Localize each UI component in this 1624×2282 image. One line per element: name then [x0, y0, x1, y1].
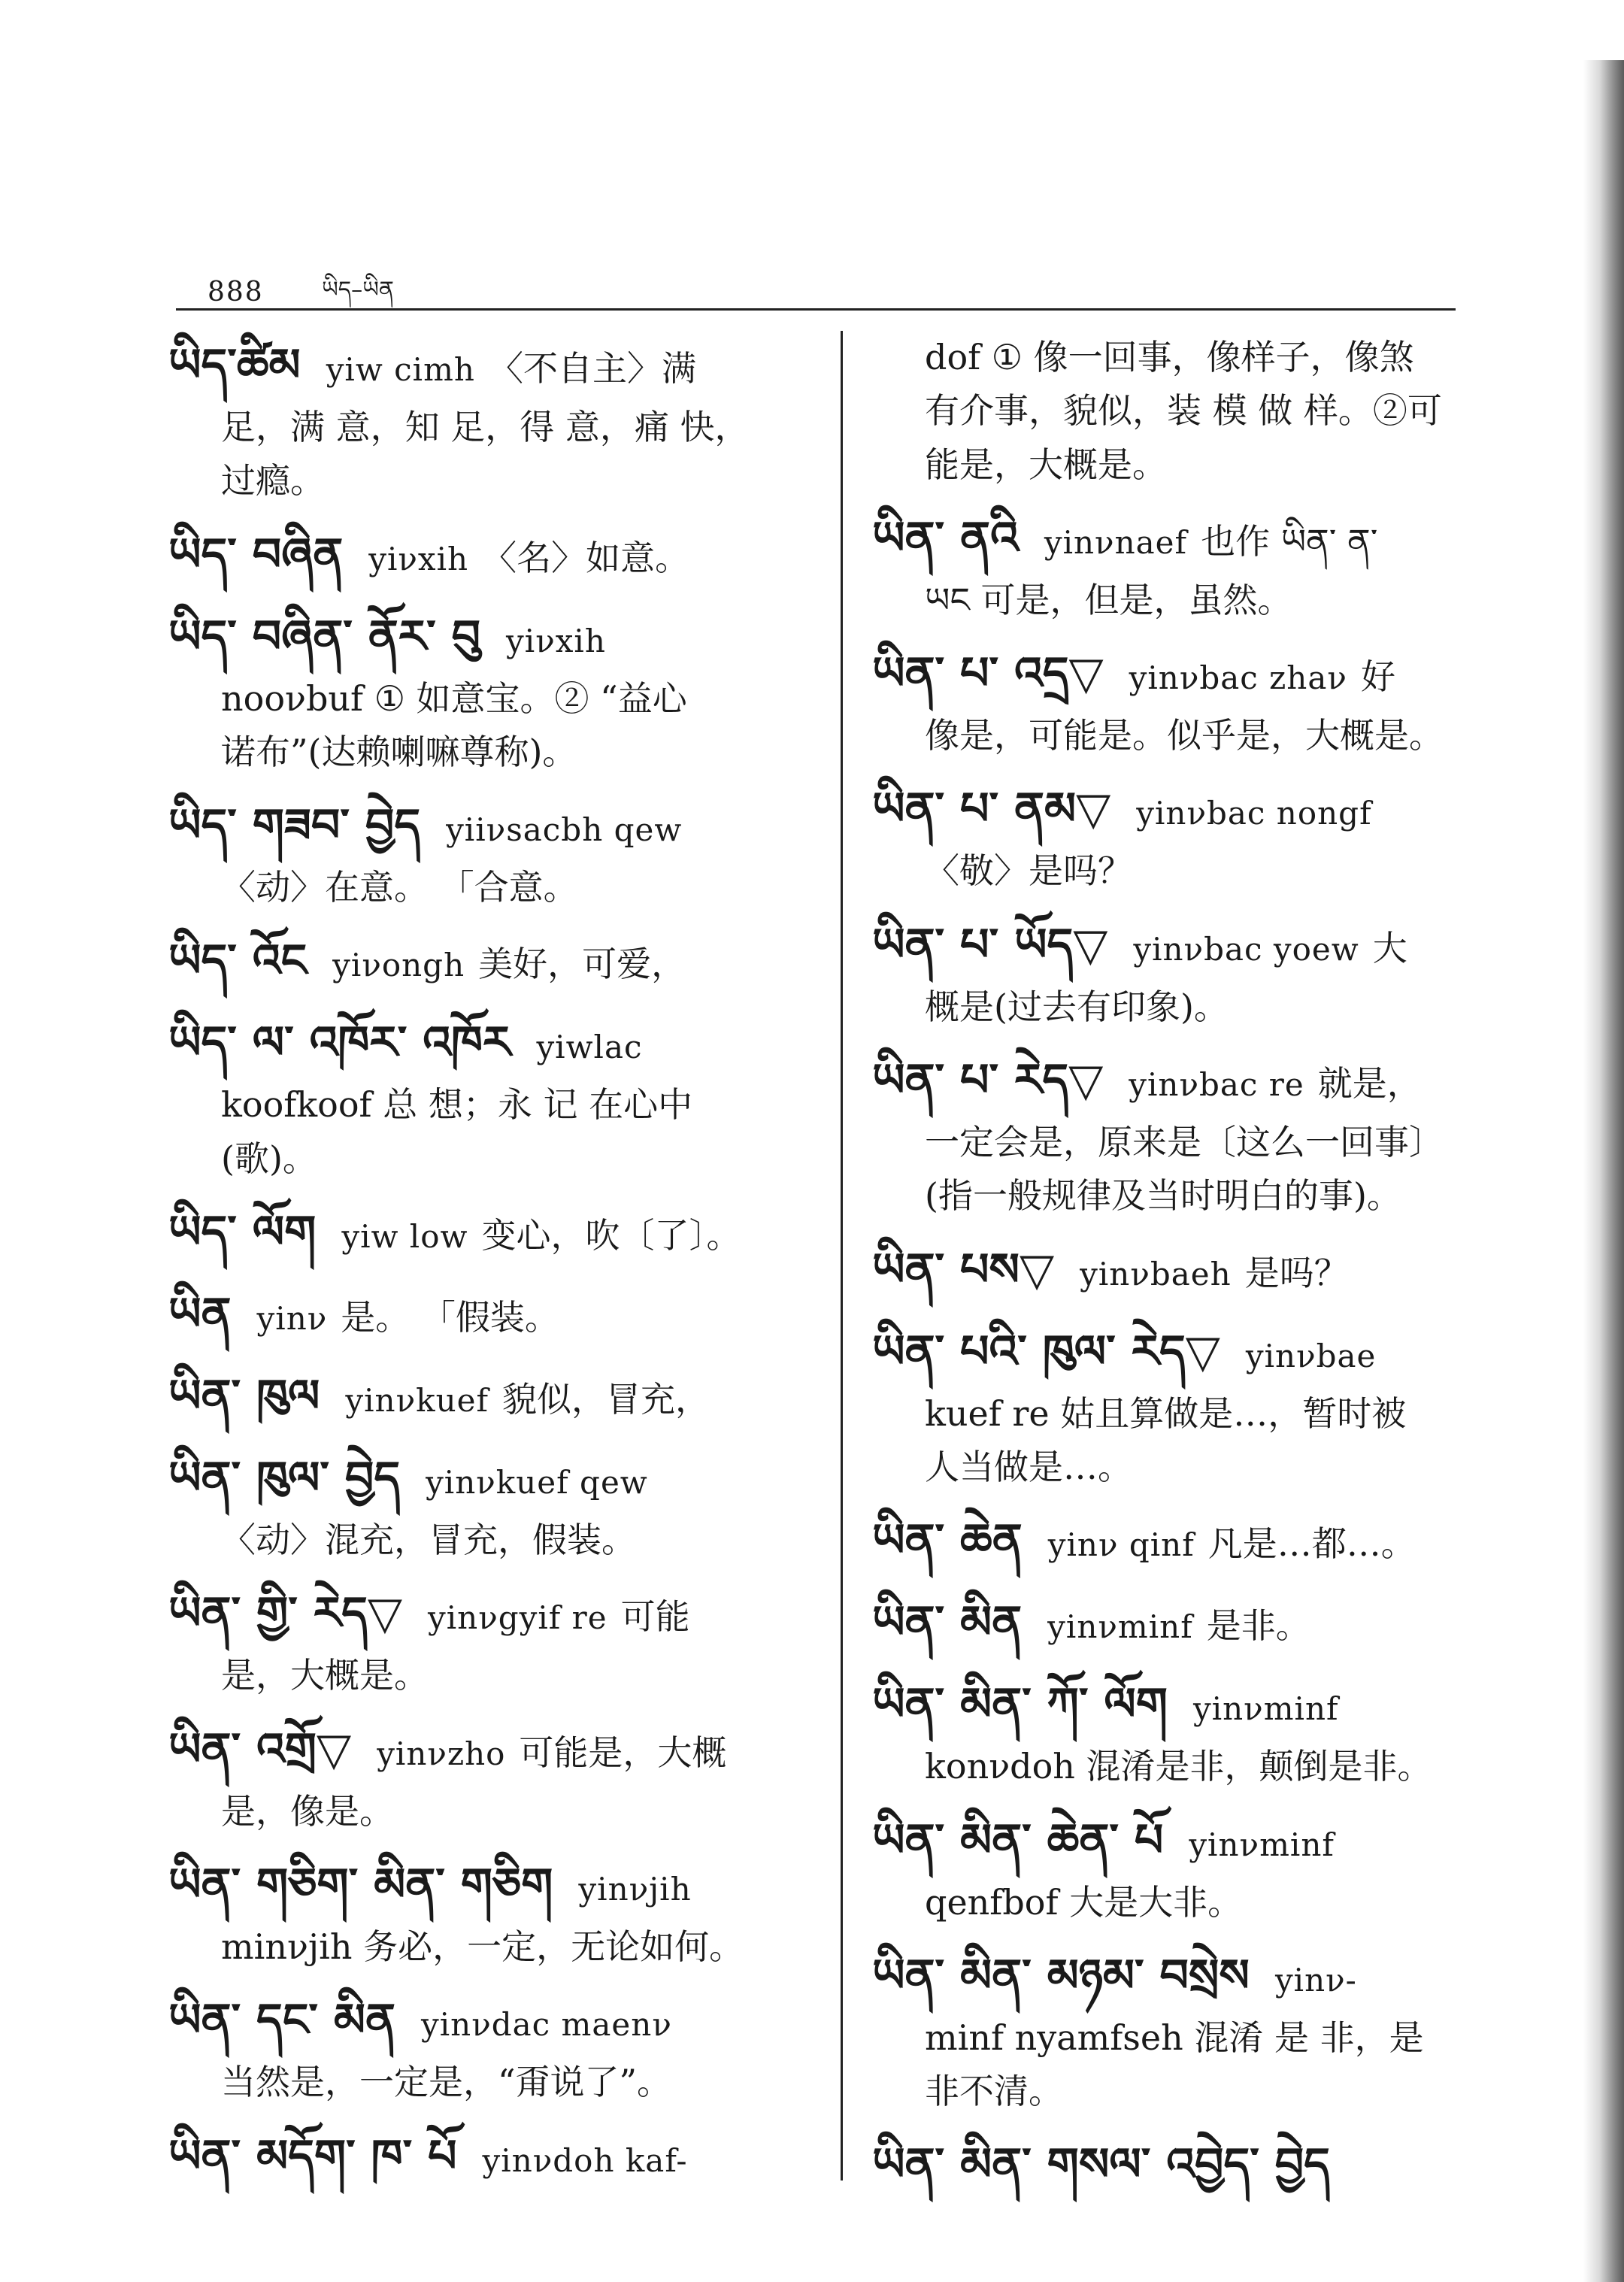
dictionary-entry — [168, 1986, 823, 2109]
tibetan-headword: ཡིན་ གཅིག་ མིན་ གཅིག — [168, 1858, 553, 1911]
dictionary-entry — [872, 639, 1489, 762]
page-number: 888 — [208, 277, 264, 308]
entry-headline — [168, 1579, 823, 1649]
tibetan-headword: ཡིན་ མིན་ ཀོ་ ལོག — [872, 1678, 1168, 1732]
definition-line: ཡང 可是，但是，虽然。 — [925, 579, 1292, 620]
tibetan-headword: ཡིན — [168, 1288, 232, 1341]
entry-headline — [168, 602, 823, 672]
transliteration: yinνbac re — [1129, 1066, 1304, 1104]
entry-headline — [872, 639, 1489, 709]
definition-text: 好 — [1360, 656, 1395, 698]
entry-headline — [872, 1317, 1489, 1387]
tibetan-headword: ཡིན་ མདོག་ ཁ་ པོ — [168, 2129, 457, 2183]
transliteration: yinν — [256, 1300, 328, 1338]
transliteration: yinνbae — [1245, 1337, 1377, 1374]
right-column — [872, 331, 1489, 2212]
tibetan-headword: ཡིན་ དང་ མིན — [168, 1994, 395, 2047]
dictionary-entry — [168, 926, 823, 996]
definition-line: konνdoh 混淆是非，颠倒是非。 — [925, 1746, 1432, 1787]
definition-line: 非不清。 — [925, 2071, 1063, 2112]
definition-text: 是。 「假装。 — [341, 1297, 559, 1338]
tibetan-headword: ཡིན་ ཁུལ — [168, 1370, 320, 1423]
scan-edge-shadow — [1583, 60, 1624, 2282]
tibetan-headword: ཡིན་ པ་ འདྲ▽ — [872, 647, 1104, 701]
entry-headline — [872, 2130, 1489, 2200]
definition-line: 过瘾。 — [221, 460, 325, 502]
entry-headline — [168, 331, 823, 401]
transliteration: yinνkuef qew — [426, 1464, 648, 1502]
transliteration: yinνbac zhaν — [1129, 659, 1347, 697]
transliteration: yinνbac nongf — [1136, 795, 1372, 832]
entry-headline — [168, 926, 823, 996]
dictionary-entry — [168, 602, 823, 780]
transliteration: yinνjih — [578, 1870, 692, 1908]
entry-headline — [872, 1235, 1489, 1305]
definition-line: (歌)。 — [221, 1138, 317, 1179]
definition-line: 概是(过去有印象)。 — [925, 986, 1229, 1027]
transliteration: yiw low — [341, 1218, 468, 1256]
transliteration: yinν qinf — [1047, 1526, 1195, 1564]
tibetan-headword: ཡིན་ མིན — [872, 1596, 1023, 1650]
definition-line: 一定会是，原来是〔这么一回事〕 — [925, 1122, 1444, 1163]
definition-line: 能是，大概是。 — [925, 444, 1167, 485]
definition-line: minνjih 务必，一定，无论如何。 — [221, 1926, 744, 1967]
definition-text: 〈不自主〉满 — [488, 348, 696, 389]
entry-headline — [872, 1941, 1489, 2011]
column-divider — [841, 331, 843, 2180]
entry-headline — [168, 1008, 823, 1078]
definition-line: 〈敬〉是吗？ — [925, 850, 1132, 892]
dictionary-entry — [168, 1579, 823, 1702]
continued-entry — [872, 331, 1489, 492]
tibetan-headword: ཡིན་ ནའི — [872, 511, 1019, 565]
header-rule — [176, 308, 1456, 311]
definition-line: 有介事，貌似，装 模 做 样。②可 — [925, 390, 1442, 432]
transliteration: yinνkuef — [345, 1382, 489, 1420]
transliteration: yiwlac — [536, 1029, 643, 1066]
tibetan-headword: ཡིན་ གྱི་ རེད▽ — [168, 1587, 402, 1641]
entry-headline — [168, 1362, 823, 1432]
transliteration: yinνminf — [1189, 1826, 1335, 1863]
dictionary-entry — [872, 1506, 1489, 1576]
tibetan-headword: ཡིན་ མིན་ མཉམ་ བསྲེས — [872, 1949, 1250, 2002]
dictionary-entry — [168, 2122, 823, 2192]
entry-headline — [168, 1986, 823, 2056]
transliteration: yinνminf — [1047, 1608, 1193, 1646]
dictionary-entry — [168, 791, 823, 914]
tibetan-headword: ཡིན་ ཁུལ་ བྱེད — [168, 1452, 401, 1505]
transliteration: yiνongh — [332, 947, 465, 984]
dictionary-entry — [872, 1046, 1489, 1223]
definition-text: 也作 ཡིན་ ན་ — [1201, 520, 1378, 562]
tibetan-headword: ཡིན་ པ་ ནམ▽ — [872, 783, 1111, 836]
definition-line: qenfbof 大是大非。 — [925, 1881, 1243, 1923]
entry-headline — [168, 1850, 823, 1920]
dictionary-entry — [872, 1588, 1489, 1658]
definition-line: 像是，可能是。似乎是，大概是。 — [925, 715, 1444, 756]
tibetan-headword: ཡིན་ པ་ རེད▽ — [872, 1054, 1104, 1108]
transliteration: yiνxih — [506, 622, 606, 659]
definition-line: 诺布”(达赖喇嘛尊称)。 — [221, 731, 577, 772]
transliteration: yinνgyif re — [428, 1599, 607, 1637]
definition-text: 大 — [1372, 927, 1407, 968]
definition-line: minf nyamfseh 混淆 是 非，是 — [925, 2017, 1424, 2058]
definition-line: kuef re 姑且算做是…，暂时被 — [925, 1393, 1407, 1434]
definition-line: (指一般规律及当时明白的事)。 — [925, 1175, 1401, 1217]
definition-line: dof ① 像一回事，像样子，像煞 — [925, 337, 1414, 377]
tibetan-headword: ཡིད་ཚིམ — [168, 339, 301, 392]
tibetan-headword: ཡིད་ བཞིན་ ནོར་ བུ — [168, 610, 481, 663]
dictionary-entry — [872, 1941, 1489, 2119]
tibetan-headword: ཡིན་ མིན་ ཆེན་ པོ — [872, 1814, 1164, 1867]
definition-text: 就是， — [1317, 1063, 1422, 1105]
entry-headline — [168, 791, 823, 861]
entry-headline — [872, 1046, 1489, 1116]
definition-text: 貌似，冒充， — [502, 1379, 710, 1420]
transliteration: yinνminf — [1192, 1690, 1339, 1728]
entry-headline — [872, 504, 1489, 574]
transliteration: yinνzho — [377, 1735, 506, 1772]
dictionary-entry — [872, 911, 1489, 1034]
definition-line: 是，像是。 — [221, 1790, 394, 1832]
dictionary-entry — [168, 1850, 823, 1974]
dictionary-entry — [872, 504, 1489, 627]
definition-text: 可能是，大概 — [519, 1732, 727, 1773]
dictionary-entry — [168, 1444, 823, 1567]
left-column — [168, 331, 823, 2204]
entry-headline — [168, 520, 823, 590]
transliteration: yinνdac maenν — [421, 2006, 672, 2044]
definition-line: 当然是，一定是，“甭说了”。 — [221, 2062, 672, 2103]
dictionary-entry — [168, 520, 823, 590]
entry-headline — [872, 1588, 1489, 1658]
dictionary-entry — [168, 1715, 823, 1838]
transliteration: yinνdoh kaf- — [482, 2141, 688, 2179]
tibetan-headword: ཡིན་ འགྲོ▽ — [168, 1723, 352, 1776]
entry-headline — [168, 1715, 823, 1785]
definition-text: 美好，可爱， — [478, 944, 686, 985]
definition-text: 是非。 — [1206, 1605, 1310, 1647]
definition-line: 足，满 意，知 足，得 意，痛 快， — [221, 407, 750, 447]
definition-line: 是，大概是。 — [221, 1655, 429, 1696]
tibetan-headword: ཡིན་ ཆེན — [872, 1514, 1023, 1568]
definition-line: noονbuf ① 如意宝。② “益心 — [221, 677, 687, 719]
tibetan-headword: ཡིན་ མིན་ གསལ་ འབྱེད་ བྱེད — [872, 2138, 1330, 2192]
definition-text: 〈名〉如意。 — [482, 537, 690, 578]
definition-text: 变心，吹〔了〕。 — [481, 1215, 741, 1256]
dictionary-entry — [872, 1806, 1489, 1929]
dictionary-entry — [168, 331, 823, 508]
dictionary-entry — [168, 1198, 823, 1268]
definition-text: 可能 — [620, 1596, 690, 1638]
entry-headline — [872, 774, 1489, 844]
entry-headline — [872, 911, 1489, 980]
entry-headline — [168, 1198, 823, 1268]
definition-line: 〈动〉混充，冒充，假装。 — [221, 1520, 636, 1561]
transliteration: yiνxih — [368, 540, 469, 577]
entry-headline — [168, 2122, 823, 2192]
dictionary-entry — [872, 2130, 1489, 2200]
tibetan-headword: ཡིད་ ལོག — [168, 1206, 317, 1259]
dictionary-entry — [872, 1317, 1489, 1495]
entry-headline — [168, 1444, 823, 1514]
definition-text: 凡是…都…。 — [1207, 1523, 1416, 1565]
tibetan-headword: ཡིན་ པ་ ཡོད▽ — [872, 918, 1108, 971]
transliteration: yinνnaef — [1044, 523, 1188, 561]
entry-headline — [872, 1806, 1489, 1876]
dictionary-entry — [168, 1362, 823, 1432]
tibetan-headword: ཡིན་ པས▽ — [872, 1243, 1055, 1296]
dictionary-entry — [168, 1280, 823, 1350]
definition-line: 〈动〉在意。 「合意。 — [221, 867, 578, 908]
transliteration: yiiνsacbh qew — [446, 811, 683, 849]
tibetan-headword: ཡིད་ བཞིན — [168, 528, 344, 581]
entry-headline — [168, 1280, 823, 1350]
entry-headline — [872, 1670, 1489, 1740]
definition-text: 是吗？ — [1244, 1252, 1349, 1293]
definition-line: 人当做是…。 — [925, 1446, 1132, 1487]
tibetan-headword: ཡིད་ ལ་ འཁོར་ འཁོར — [168, 1017, 511, 1070]
transliteration: yiw cimh — [326, 351, 475, 388]
running-head: ཡིད–ཡིན — [322, 277, 394, 303]
tibetan-headword: ཡིན་ པའི་ ཁུལ་ རེད▽ — [872, 1325, 1220, 1378]
transliteration: yinνbac yoew — [1133, 930, 1359, 968]
dictionary-entry — [872, 1670, 1489, 1793]
transliteration: yinν- — [1274, 1961, 1357, 1999]
dictionary-entry — [872, 774, 1489, 898]
dictionary-entry — [168, 1008, 823, 1186]
transliteration: yinνbaeh — [1080, 1255, 1232, 1293]
entry-headline — [872, 1506, 1489, 1576]
dictionary-entry — [872, 1235, 1489, 1305]
tibetan-headword: ཡིད་ འོང — [168, 935, 308, 988]
definition-line: koofkoof 总 想；永 记 在心中 — [221, 1084, 693, 1126]
tibetan-headword: ཡིད་ གཟབ་ བྱེད — [168, 799, 421, 853]
